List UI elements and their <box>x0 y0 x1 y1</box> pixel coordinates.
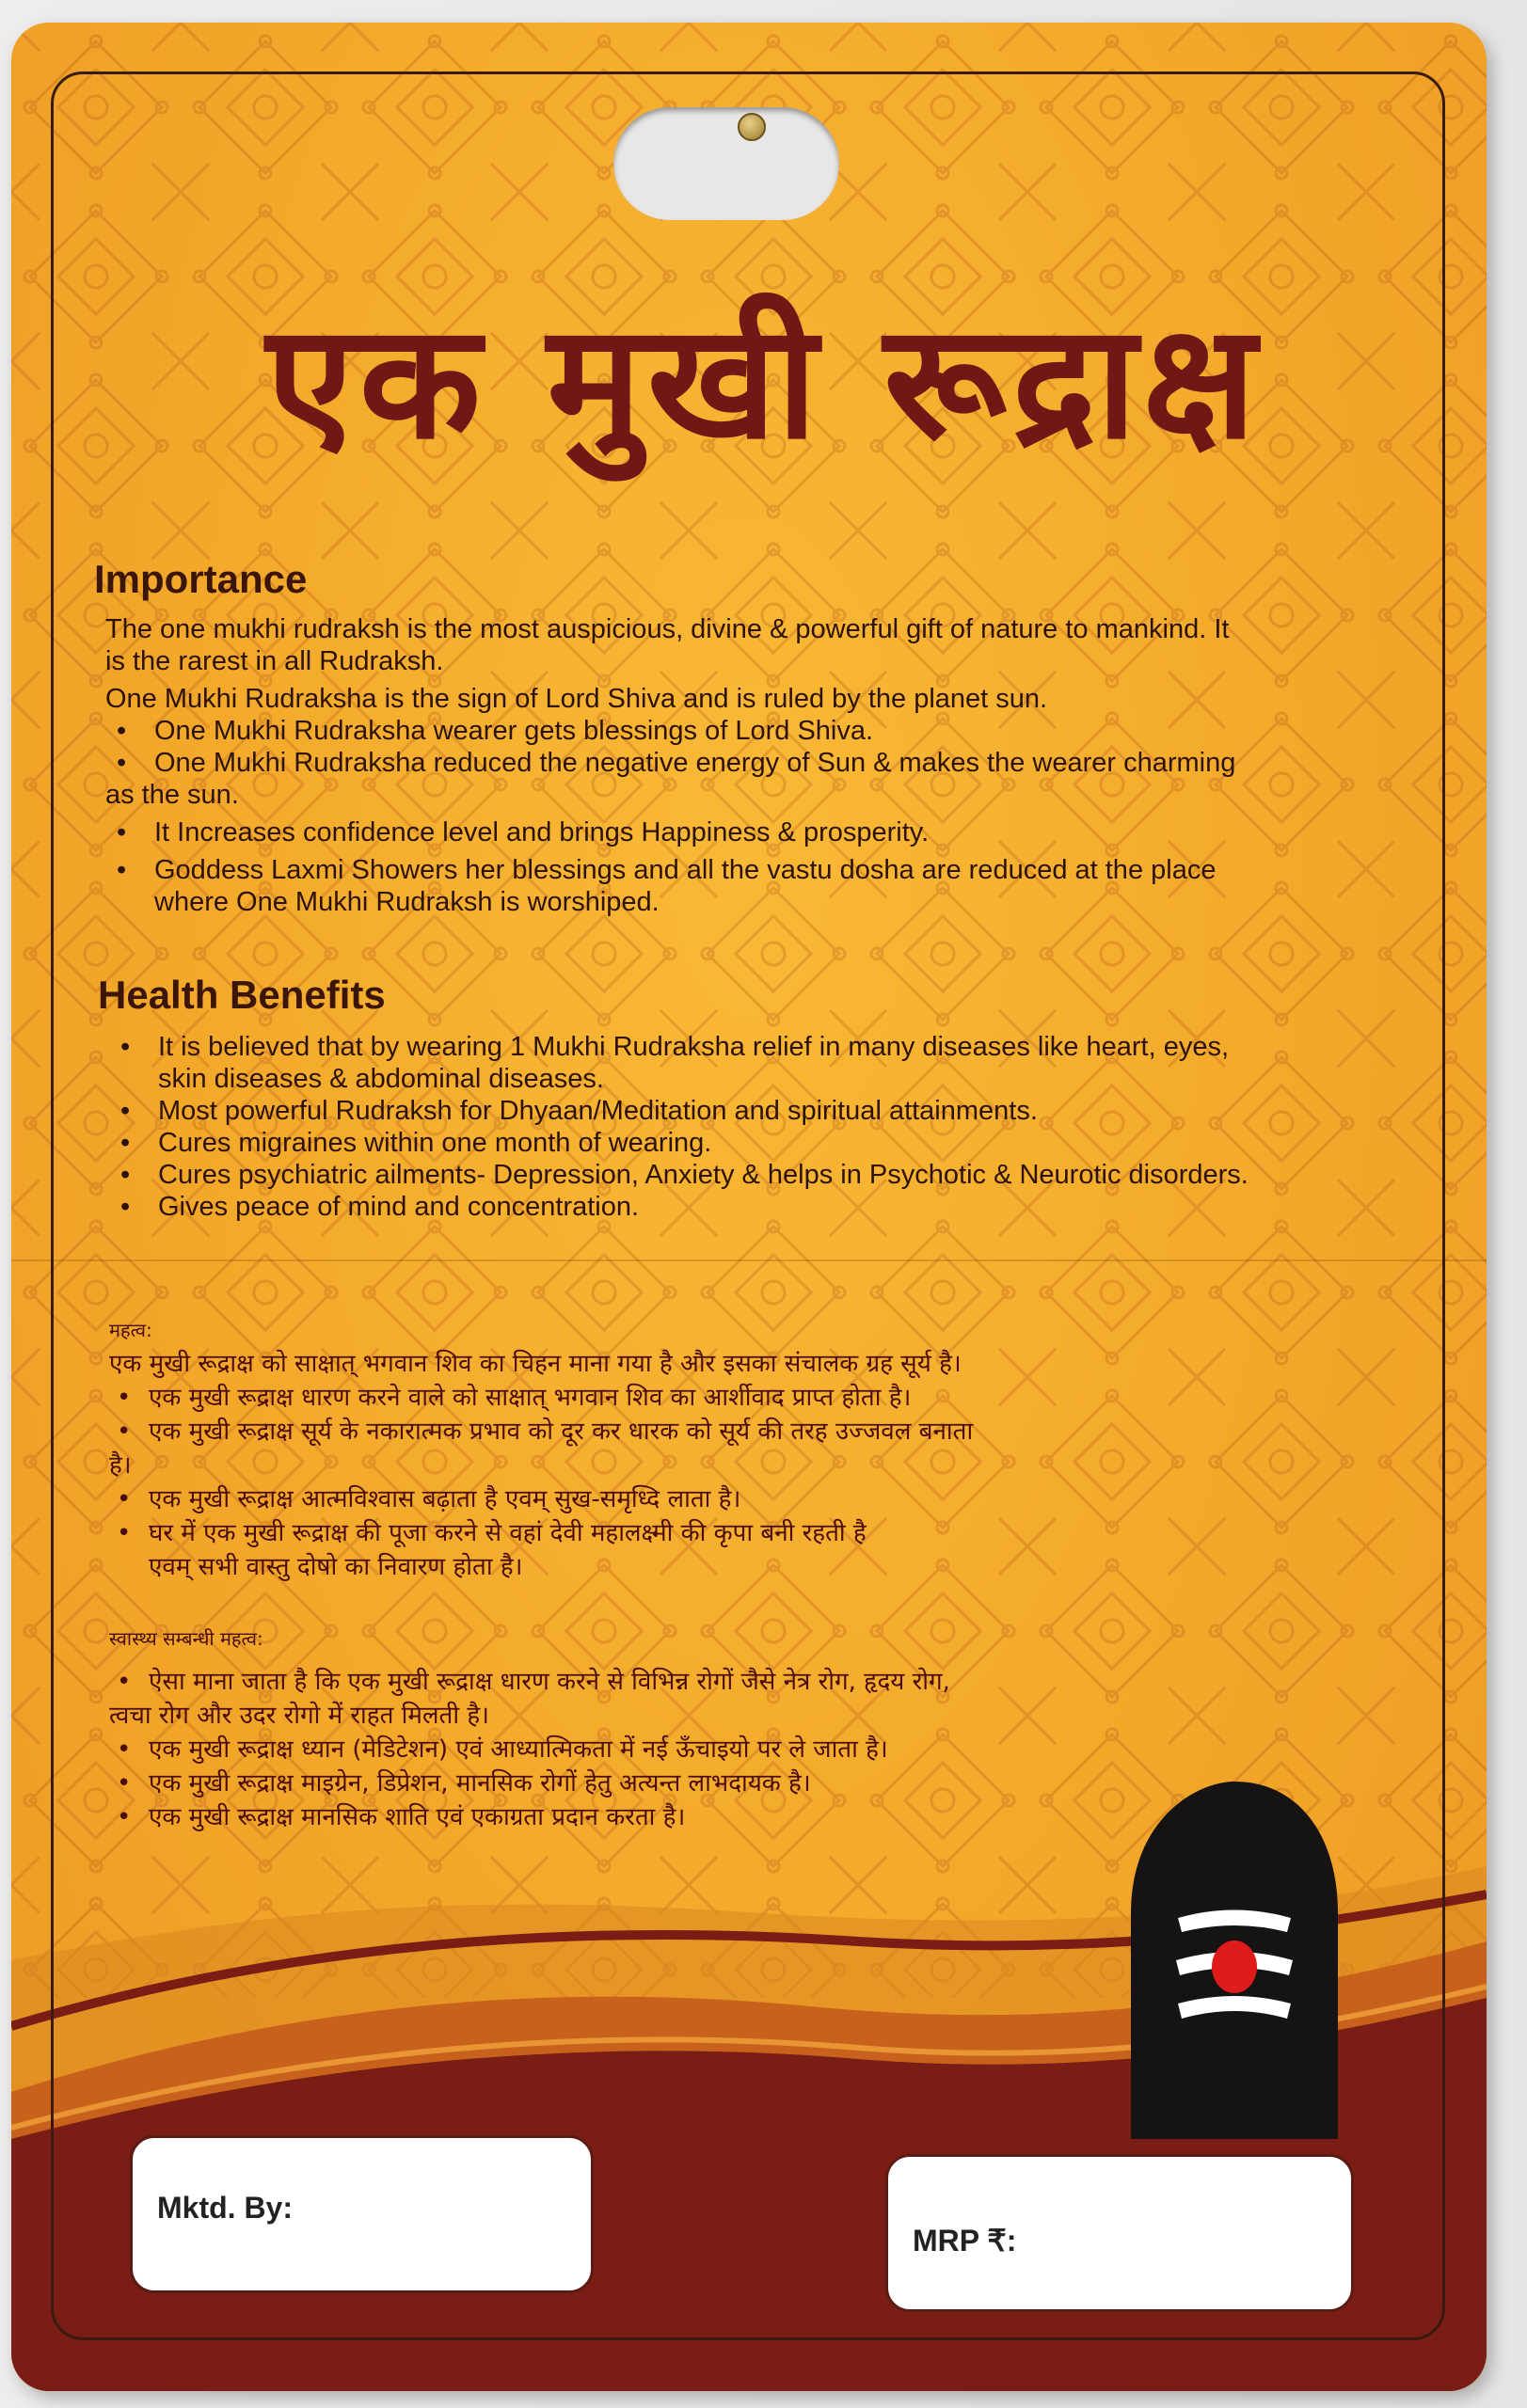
hindi-importance-bullet <box>109 1381 973 1415</box>
hindi-health-bullet <box>109 1733 950 1766</box>
importance-bullet <box>105 747 1235 779</box>
health-bullet <box>109 1095 1249 1127</box>
health-bullet <box>109 1127 1249 1159</box>
health-benefits-text <box>109 1031 1249 1223</box>
bullet-text: एक मुखी रूद्राक्ष धारण करने वाले को साक्षात् भगवान शिव का आर्शीवाद प्राप्त होता है। <box>149 1384 912 1412</box>
bullet-dot-icon: • <box>117 1418 132 1446</box>
health-bullet <box>109 1191 1249 1223</box>
bullet-dot-icon: • <box>117 817 127 848</box>
hindi-health-bullet <box>109 1766 950 1800</box>
hindi-intro-line: एक मुखी रूद्राक्ष को साक्षात् भगवान शिव का चिहन माना गया है और इसका संचालक ग्रह सूर्य है। <box>109 1350 962 1378</box>
bullet-text: एक मुखी रूद्राक्ष मानसिक शाति एवं एकाग्रता प्रदान करता है। <box>149 1803 686 1831</box>
product-title-hindi: एक मुखी रूद्राक्ष <box>265 290 1263 474</box>
health-benefits-heading: Health Benefits <box>98 973 386 1017</box>
mrp-label: MRP ₹: <box>913 2224 1017 2258</box>
bullet-dot-icon: • <box>117 1519 132 1547</box>
hindi-health-heading: स्वास्थ्य सम्बन्धी महत्व: <box>109 1627 263 1650</box>
bullet-text: एक मुखी रूद्राक्ष आत्मविश्वास बढ़ाता है एवम् सुख-समृध्दि लाता है। <box>149 1485 741 1513</box>
hindi-importance-heading: महत्व: <box>109 1319 152 1341</box>
bullet-continuation: as the sun. <box>105 780 239 810</box>
importance-bullet <box>105 816 1235 848</box>
bullet-text: Cures migraines within one month of wearing. <box>158 1128 712 1158</box>
importance-bullet <box>105 715 1235 747</box>
bullet-dot-icon: • <box>117 748 127 778</box>
bullet-text: एक मुखी रूद्राक्ष सूर्य के नकारात्मक प्रभाव को दूर कर धारक को सूर्य की तरह उज्जवल बनाता <box>149 1418 974 1446</box>
bullet-text: It Increases confidence level and brings Happiness & prosperity. <box>154 817 930 848</box>
bullet-continuation: where One Mukhi Rudraksh is worshiped. <box>154 887 660 917</box>
bullet-text: ऐसा माना जाता है कि एक मुखी रूद्राक्ष धारण करने से विभिन्न रोगों जैसे नेत्र रोग, हृदय रोग, <box>149 1668 950 1696</box>
bullet-text: Gives peace of mind and concentration. <box>158 1192 640 1222</box>
bullet-continuation: एवम् सभी वास्तु दोषो का निवारण होता है। <box>149 1553 523 1581</box>
bullet-dot-icon: • <box>120 1192 131 1222</box>
bullet-continuation: त्वचा रोग और उदर रोगो में राहत मिलती है। <box>109 1702 490 1730</box>
hindi-health-text <box>109 1622 950 1834</box>
importance-intro-line: is the rarest in all Rudraksh. <box>105 646 444 676</box>
bullet-dot-icon: • <box>117 1769 132 1798</box>
bullet-dot-icon: • <box>117 1735 132 1764</box>
hindi-importance-bullet <box>109 1482 973 1516</box>
rudraksha-package-card <box>11 23 1487 2391</box>
hindi-importance-text <box>109 1313 973 1584</box>
bullet-text: एक मुखी रूद्राक्ष ध्यान (मेडिटेशन) एवं आध्यात्मिकता में नई ऊँचाइयो पर ले जाता है। <box>149 1735 888 1764</box>
bullet-dot-icon: • <box>117 1803 132 1831</box>
health-bullet <box>109 1031 1249 1063</box>
importance-text <box>105 613 1235 918</box>
mrp-box <box>885 2154 1354 2312</box>
bullet-dot-icon: • <box>117 1485 132 1513</box>
bullet-dot-icon: • <box>120 1096 131 1126</box>
bullet-dot-icon: • <box>117 855 127 885</box>
bullet-dot-icon: • <box>117 1668 132 1696</box>
bullet-dot-icon: • <box>120 1032 131 1062</box>
bullet-text: Goddess Laxmi Showers her blessings and all the vastu dosha are reduced at the place <box>154 855 1217 885</box>
bullet-dot-icon: • <box>120 1160 131 1190</box>
hindi-health-bullet <box>109 1665 950 1699</box>
bullet-text: It is believed that by wearing 1 Mukhi Rudraksha relief in many diseases like heart, eyes, <box>158 1032 1230 1062</box>
hindi-importance-bullet <box>109 1516 973 1550</box>
bullet-text: Cures psychiatric ailments- Depression, Anxiety & helps in Psychotic & Neurotic disorders. <box>158 1160 1249 1190</box>
importance-heading: Importance <box>94 557 308 601</box>
bullet-continuation: है। <box>109 1451 132 1480</box>
hindi-health-bullet <box>109 1800 950 1834</box>
bullet-dot-icon: • <box>117 716 127 746</box>
importance-intro-line: One Mukhi Rudraksha is the sign of Lord Shiva and is ruled by the planet sun. <box>105 684 1048 714</box>
bullet-continuation: skin diseases & abdominal diseases. <box>158 1064 604 1094</box>
bullet-text: One Mukhi Rudraksha reduced the negative energy of Sun & makes the wearer charming <box>154 748 1236 778</box>
bullet-text: One Mukhi Rudraksha wearer gets blessings of Lord Shiva. <box>154 716 874 746</box>
hang-pin <box>738 113 766 141</box>
hang-hole <box>613 107 839 220</box>
bullet-dot-icon: • <box>117 1384 132 1412</box>
marketed-by-label: Mktd. By: <box>157 2191 293 2225</box>
bullet-dot-icon: • <box>120 1128 131 1158</box>
importance-intro-line: The one mukhi rudraksh is the most auspicious, divine & powerful gift of nature to mankind. It <box>105 614 1230 644</box>
bullet-text: घर में एक मुखी रूद्राक्ष की पूजा करने से वहां देवी महालक्ष्मी की कृपा बनी रहती है <box>149 1519 867 1547</box>
bullet-text: Most powerful Rudraksh for Dhyaan/Meditation and spiritual attainments. <box>158 1096 1038 1126</box>
hindi-importance-bullet <box>109 1415 973 1449</box>
health-bullet <box>109 1159 1249 1191</box>
marketed-by-box <box>130 2135 594 2293</box>
bullet-text: एक मुखी रूद्राक्ष माइग्रेन, डिप्रेशन, मानसिक रोगों हेतु अत्यन्त लाभदायक है। <box>149 1769 811 1798</box>
importance-bullet <box>105 854 1235 886</box>
